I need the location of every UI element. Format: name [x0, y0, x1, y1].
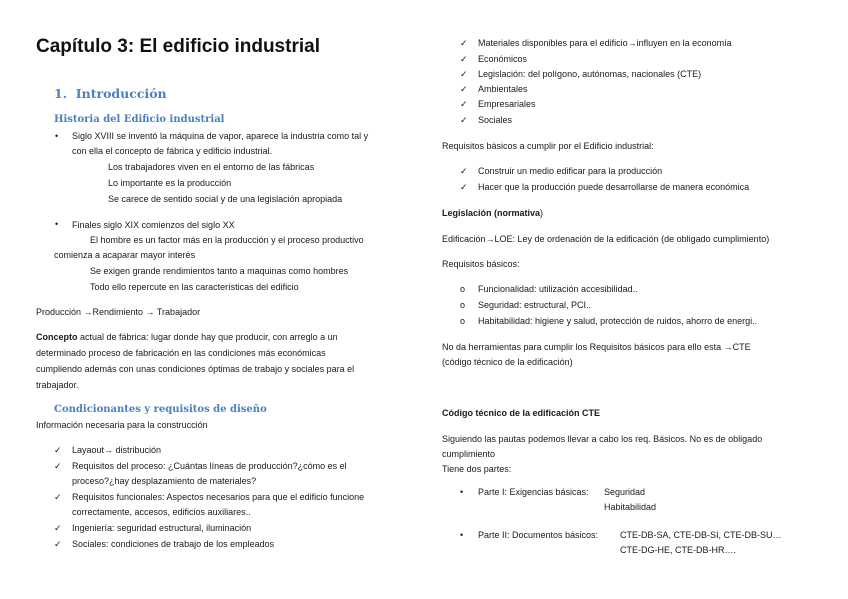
- bullet-icon: •: [460, 530, 464, 540]
- cte-heading-text: Código técnico de la edificación CTE: [442, 408, 601, 418]
- concepto-rest: actual de fábrica: lugar donde hay que producir, con arreglo a un: [77, 332, 338, 342]
- check-icon: ✓: [460, 84, 468, 94]
- condicionante-item: Requisitos del proceso: ¿Cuántas líneas de producción?¿cómo es el: [72, 461, 347, 471]
- check-icon: ✓: [54, 492, 62, 502]
- historia-b2-line3: comienza a acaparar mayor interés: [54, 250, 196, 260]
- historia-b1-sub: Se carece de sentido social y de una legislación apropiada: [108, 194, 343, 204]
- factor-item: Empresariales: [478, 99, 536, 109]
- factor-item: Económicos: [478, 54, 528, 64]
- parte1-value: Seguridad: [604, 487, 646, 497]
- siguiendo-line1: Siguiendo las pautas podemos llevar a cabo los req. Básicos. No es de obligado: [442, 434, 763, 444]
- factor-item: Legislación: del polígono, autónomas, nacionales (CTE): [478, 69, 702, 79]
- concepto-bold: Concepto: [36, 332, 78, 342]
- check-icon: ✓: [54, 461, 62, 471]
- historia-b1-sub: Lo importante es la producción: [108, 178, 232, 188]
- section-heading: [54, 86, 167, 101]
- historia-b1-line2: con ella el concepto de fábrica y edificio industrial.: [72, 146, 273, 156]
- siguiendo-line2: cumplimiento: [442, 449, 496, 459]
- loe-line: Edificación→LOE: Ley de ordenación de la edificación (de obligado cumplimiento): [442, 234, 770, 244]
- section-number: 1.: [54, 86, 68, 101]
- check-icon: ✓: [460, 166, 468, 176]
- parte1-label: Parte I: Exigencias básicas:: [478, 487, 589, 497]
- legislacion-bold: Legislación (normativa: [442, 208, 541, 218]
- concepto-line2: determinado proceso de fabricación en las condiciones más económicas: [36, 348, 326, 358]
- check-icon: ✓: [54, 539, 62, 549]
- check-icon: ✓: [460, 115, 468, 125]
- requisitos-intro: Requisitos básicos a cumplir por el Edificio industrial:: [442, 141, 654, 151]
- historia-b1-sub: Los trabajadores viven en el entorno de las fábricas: [108, 162, 315, 172]
- parte2-value: CTE-DG-HE, CTE-DB-HR….: [620, 545, 736, 555]
- concepto-line3: cumpliendo además con unas condiciones óptimas de trabajo y sociales para el: [36, 364, 355, 374]
- historia-b2-line1: Finales siglo XIX comienzos del siglo XX: [72, 220, 235, 230]
- requisito-item: Hacer que la producción puede desarrollarse de manera económica: [478, 182, 750, 192]
- circle-bullet-icon: o: [460, 300, 466, 310]
- check-icon: ✓: [460, 38, 468, 48]
- cte-heading: [442, 406, 600, 420]
- no-hay-line2: (código técnico de la edificación): [442, 357, 573, 367]
- check-icon: ✓: [54, 445, 62, 455]
- parte2-value: CTE-DB-SA, CTE-DB-SI, CTE-DB-SU…: [620, 530, 782, 540]
- condicionante-item: Sociales: condiciones de trabajo de los empleados: [72, 539, 275, 549]
- page-title: Capítulo 3: El edificio industrial: [36, 36, 320, 57]
- concepto-line1: [36, 330, 338, 344]
- parte1-value: Habitabilidad: [604, 502, 657, 512]
- condicionante-item: Ingeniería: seguridad estructural, iluminación: [72, 523, 252, 533]
- check-icon: ✓: [460, 182, 468, 192]
- historia-b2-sub: Se exigen grande rendimientos tanto a maquinas como hombres: [90, 266, 349, 276]
- historia-b1-line1: Siglo XVIII se inventó la máquina de vapor, aparece la industria como tal y: [72, 131, 369, 141]
- requisito-item: Construir un medio edificar para la producción: [478, 166, 663, 176]
- legislacion-paren: ): [540, 208, 544, 218]
- condicionante-item-cont: proceso?¿hay desplazamiento de materiales?: [72, 476, 257, 486]
- bullet-icon: •: [55, 219, 59, 229]
- historia-b2-sub: Todo ello repercute en las características del edificio: [90, 282, 299, 292]
- circle-bullet-icon: o: [460, 316, 466, 326]
- factor-item: Ambientales: [478, 84, 528, 94]
- condicionantes-info: Información necesaria para la construcción: [36, 420, 208, 430]
- condicionante-item: Requisitos funcionales: Aspectos necesarios para que el edificio funcione: [72, 492, 365, 502]
- check-icon: ✓: [54, 523, 62, 533]
- check-icon: ✓: [460, 99, 468, 109]
- requisito-basico-item: Funcionalidad: utilización accesibilidad..: [478, 284, 638, 294]
- concepto-line4: trabajador.: [36, 380, 79, 390]
- bullet-icon: •: [460, 487, 464, 497]
- condicionantes-heading: Condicionantes y requisitos de diseño: [54, 404, 267, 415]
- historia-heading: Historia del Edificio industrial: [54, 114, 225, 125]
- factor-item: Materiales disponibles para el edificio→influyen en la economía: [478, 38, 732, 48]
- condicionante-item-cont: correctamente, accesos, edificios auxiliares..: [72, 507, 251, 517]
- requisito-basico-item: Seguridad: estructural, PCI..: [478, 300, 592, 310]
- produccion-line: Producción →Rendimiento → Trabajador: [36, 307, 201, 317]
- legislacion-heading: [442, 206, 543, 220]
- circle-bullet-icon: o: [460, 284, 466, 294]
- parte2-label: Parte II: Documentos básicos:: [478, 530, 599, 540]
- tiene-partes: Tiene dos partes:: [442, 464, 512, 474]
- bullet-icon: •: [55, 131, 59, 141]
- historia-b2-line2: El hombre es un factor más en la producción y el proceso productivo: [90, 235, 364, 245]
- condicionante-item: Layaout→ distribución: [72, 445, 162, 455]
- check-icon: ✓: [460, 69, 468, 79]
- check-icon: ✓: [460, 54, 468, 64]
- section-label: Introducción: [75, 86, 167, 101]
- factor-item: Sociales: [478, 115, 513, 125]
- requisito-basico-item: Habitabilidad: higiene y salud, protección de ruidos, ahorro de energi..: [478, 316, 758, 326]
- requisitos-basicos: Requisitos básicos:: [442, 259, 520, 269]
- no-hay-line1: No da herramientas para cumplir los Requisitos básicos para ello esta →CTE: [442, 342, 751, 352]
